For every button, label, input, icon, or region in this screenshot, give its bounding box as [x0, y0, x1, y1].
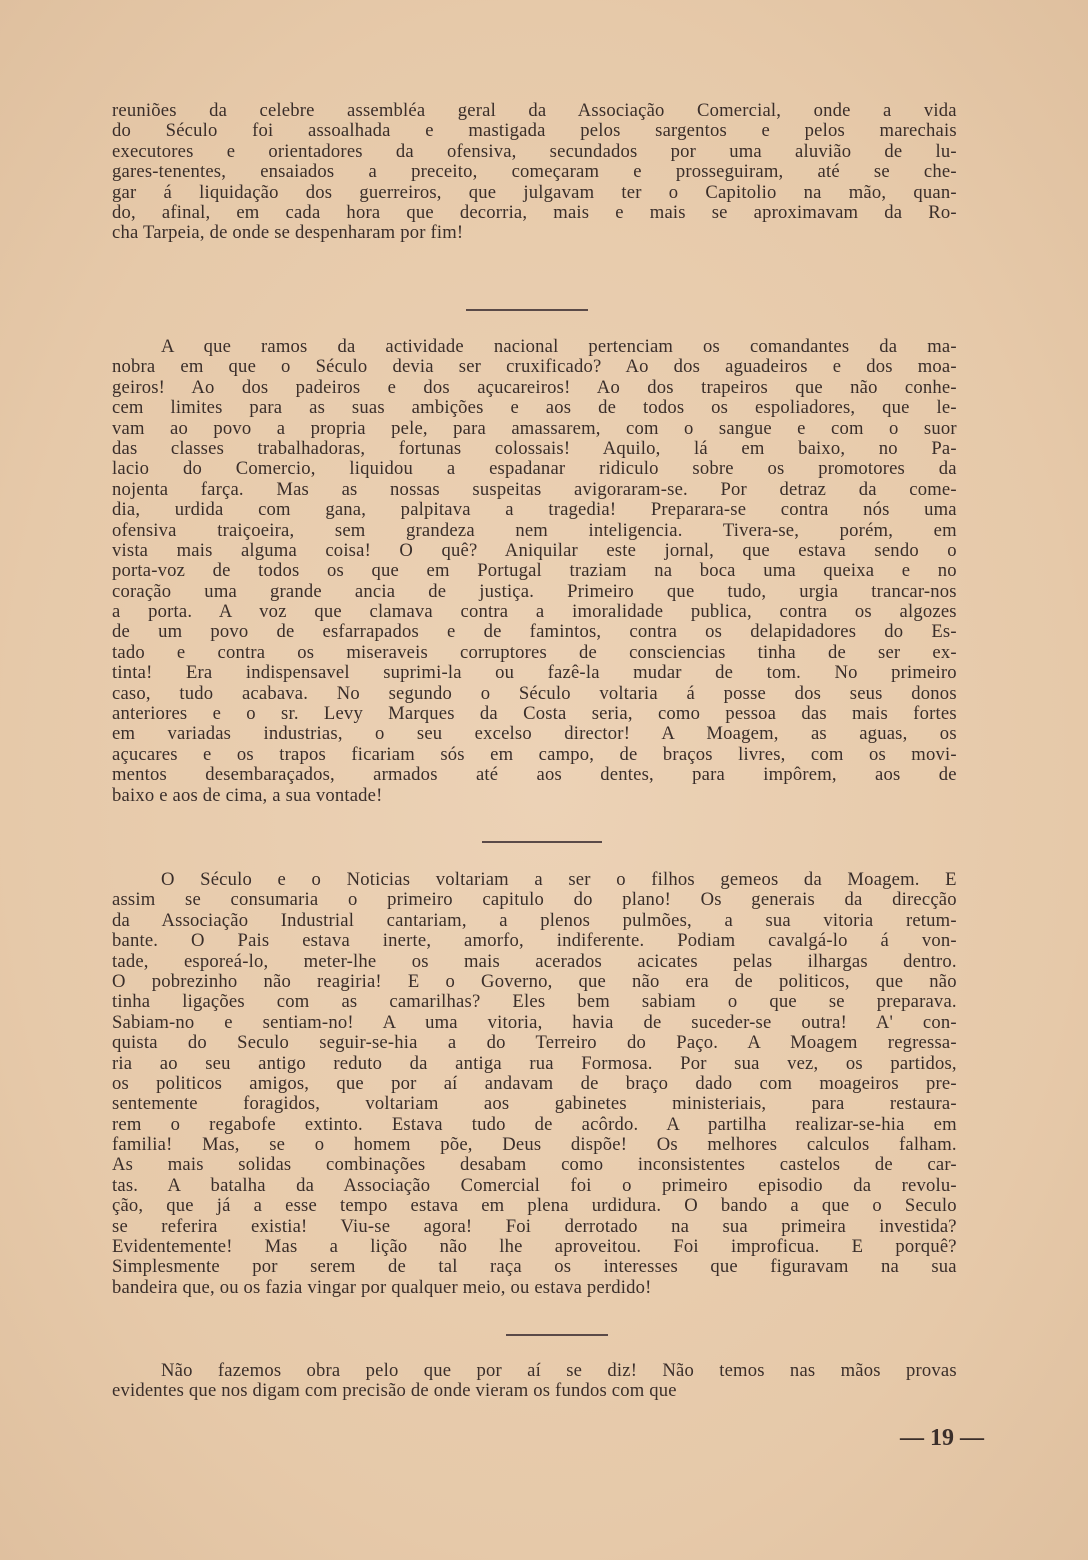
text-line: Sabiam-no e sentiam-no! A uma vitoria, havia de suceder-se outra! A' con-: [112, 1011, 957, 1033]
text-line: os politicos amigos, que por aí andavam de braço dado com moageiros pre-: [112, 1072, 957, 1094]
text-line: baixo e aos de cima, a sua vontade!: [112, 784, 383, 806]
text-line: tado e contra os miseraveis corruptores de consciencias tinha de ser ex-: [112, 641, 957, 663]
text-line: assim se consumaria o primeiro capitulo do plano! Os generais da direcção: [112, 889, 957, 911]
text-line: familia! Mas, se o homem põe, Deus dispõe! Os melhores calculos falham.: [112, 1134, 957, 1156]
text-line: do Século foi assoalhada e mastigada pelos sargentos e pelos marechais: [112, 120, 957, 142]
text-line: cem limites para as suas ambições e aos de todos os espoliadores, que le-: [112, 397, 957, 419]
paragraph-4: [112, 1361, 974, 1402]
text-line: do, afinal, em cada hora que decorria, mais e mais se aproximavam da Ro-: [112, 201, 957, 223]
text-line: lacio do Comercio, liquidou a espadanar ridiculo sobre os promotores da: [112, 458, 957, 480]
text-line: se referira existia! Viu-se agora! Foi derrotado na sua primeira investida?: [112, 1215, 957, 1237]
text-line: ria ao seu antigo reduto da antiga rua Formosa. Por sua vez, os partidos,: [112, 1052, 957, 1074]
text-line: em variadas industrias, o seu excelso director! A Moagem, as aguas, os: [112, 723, 957, 745]
text-line: coração uma grande ancia de justiça. Primeiro que tudo, urgia trancar-nos: [112, 580, 957, 602]
text-line: bante. O Pais estava inerte, amorfo, indiferente. Podiam cavalgá-lo á von-: [112, 930, 957, 952]
text-line: gar á liquidação dos guerreiros, que julgavam ter o Capitolio na mão, quan-: [112, 181, 957, 203]
text-line: A que ramos da actividade nacional pertenciam os comandantes da ma-: [161, 336, 957, 357]
text-line: dia, urdida com gana, palpitava a tragedia! Preparara-se contra nós uma: [112, 499, 957, 521]
text-line: ção, que já a esse tempo estava em plena urdidura. O bando a que o Seculo: [112, 1195, 957, 1217]
text-line: sentemente foragidos, voltariam aos gabinetes ministeriais, para restaura-: [112, 1093, 957, 1115]
text-line: Evidentemente! Mas a lição não lhe aproveitou. Foi improficua. E porquê?: [112, 1236, 957, 1258]
section-divider: [466, 309, 588, 311]
text-line: executores e orientadores da ofensiva, secundados por uma aluvião de lu-: [112, 140, 957, 162]
text-line: nobra em que o Século devia ser cruxificado? Ao dos aguadeiros e dos moa-: [112, 356, 957, 378]
text-line: cha Tarpeia, de onde se despenharam por fim!: [112, 222, 464, 244]
text-line: tinha ligações com as camarilhas? Eles bem sabiam o que se preparava.: [112, 991, 957, 1013]
text-line: geiros! Ao dos padeiros e dos açucareiros! Ao dos trapeiros que não conhe-: [112, 376, 957, 398]
text-line: ofensiva traiçoeira, sem grandeza nem inteligencia. Tivera-se, porém, em: [112, 519, 957, 541]
text-line: anteriores e o sr. Levy Marques da Costa seria, como pessoa das mais fortes: [112, 703, 957, 725]
text-line: quista do Seculo seguir-se-hia a do Terreiro do Paço. A Moagem regressa-: [112, 1032, 957, 1054]
paragraph-3: [112, 870, 974, 1298]
text-line: tas. A batalha da Associação Comercial foi o primeiro episodio da revolu-: [112, 1174, 957, 1196]
text-line: evidentes que nos digam com precisão de onde vieram os fundos com que: [112, 1380, 677, 1402]
paragraph-1: [112, 101, 974, 244]
text-line: reuniões da celebre assembléa geral da Associação Comercial, onde a vida: [112, 100, 957, 121]
text-line: da Associação Industrial cantariam, a plenos pulmões, a sua vitoria retum-: [112, 909, 957, 931]
text-line: vista mais alguma coisa! O quê? Aniquilar este jornal, que estava sendo o: [112, 539, 957, 561]
page-number: — 19 —: [900, 1425, 984, 1451]
text-line: vam ao povo a propria pele, para amassarem, com o sangue e com o suor: [112, 417, 957, 439]
text-line: das classes trabalhadoras, fortunas colossais! Aquilo, lá em baixo, no Pa-: [112, 437, 957, 459]
paragraph-2: [112, 337, 974, 806]
text-line: caso, tudo acabava. No segundo o Século voltaria á posse dos seus donos: [112, 682, 957, 704]
text-line: bandeira que, ou os fazia vingar por qualquer meio, ou estava perdido!: [112, 1276, 652, 1298]
text-line: tinta! Era indispensavel suprimi-la ou fazê-la mudar de tom. No primeiro: [112, 662, 957, 684]
text-line: Não fazemos obra pelo que por aí se diz! Não temos nas mãos provas: [161, 1360, 957, 1381]
text-line: As mais solidas combinações desabam como inconsistentes castelos de car-: [112, 1154, 957, 1176]
text-line: rem o regabofe extinto. Estava tudo de acôrdo. A partilha realizar-se-hia em: [112, 1113, 957, 1135]
section-divider: [506, 1334, 608, 1336]
text-line: de um povo de esfarrapados e de famintos, contra os delapidadores do Es-: [112, 621, 957, 643]
text-line: nojenta farça. Mas as nossas suspeitas avigoraram-se. Por detraz da come-: [112, 478, 957, 500]
text-line: gares-tenentes, ensaiados a preceito, começaram e prosseguiram, até se che-: [112, 161, 957, 183]
text-line: tade, esporeá-lo, meter-lhe os mais acerados acicates pelas ilhargas dentro.: [112, 950, 957, 972]
section-divider: [482, 841, 602, 843]
text-line: O pobrezinho não reagiria! E o Governo, que não era de politicos, que não: [112, 970, 957, 992]
text-line: mentos desembaraçados, armados até aos dentes, para impôrem, aos de: [112, 764, 957, 786]
text-line: porta-voz de todos os que em Portugal traziam na boca uma queixa e no: [112, 560, 957, 582]
text-line: a porta. A voz que clamava contra a imoralidade publica, contra os algozes: [112, 601, 957, 623]
text-line: açucares e os trapos ficariam sós em campo, de braços livres, com os movi-: [112, 743, 957, 765]
text-line: O Século e o Noticias voltariam a ser o filhos gemeos da Moagem. E: [161, 869, 957, 890]
text-line: Simplesmente por serem de tal raça os interesses que figuravam na sua: [112, 1256, 957, 1278]
